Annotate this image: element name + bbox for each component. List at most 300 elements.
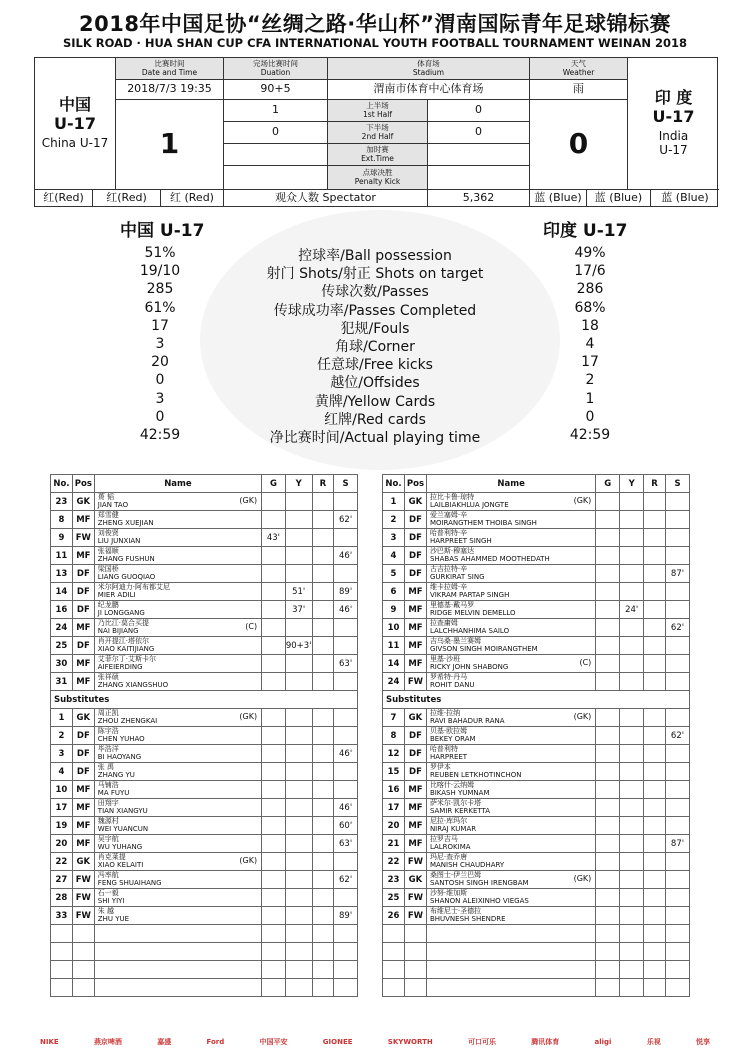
sub-minute <box>334 529 358 547</box>
player-position: MF <box>404 583 426 601</box>
yellow-minute <box>620 835 644 853</box>
player-name-cn: 罗希特·丹马 <box>429 673 468 682</box>
player-position: FW <box>404 853 426 871</box>
stat-home-value: 19/10 <box>139 263 181 280</box>
goal-minute <box>262 907 286 925</box>
stat-label: 净比赛时间/Actual playing time <box>269 430 481 446</box>
player-name-cn: 魏源村 <box>97 817 119 826</box>
red-minute <box>312 727 334 745</box>
header-s: S <box>334 475 358 493</box>
player-name <box>426 709 595 727</box>
player-name <box>426 889 595 907</box>
yellow-minute <box>620 727 644 745</box>
player-name-cn: 尼拉·库玛尔 <box>429 817 468 826</box>
empty-cell <box>312 961 334 979</box>
stat-row <box>0 318 750 336</box>
match-date: 2018/7/3 19:35 <box>116 80 224 100</box>
player-name <box>426 763 595 781</box>
empty-cell <box>666 979 690 997</box>
player-position: DF <box>404 727 426 745</box>
player-name <box>94 727 261 745</box>
player-row <box>51 655 358 673</box>
empty-cell <box>334 979 358 997</box>
sub-minute <box>666 637 690 655</box>
empty-cell <box>666 961 690 979</box>
player-row <box>383 835 690 853</box>
empty-cell <box>383 943 405 961</box>
player-name-en: TIAN XIANGYU <box>97 806 148 815</box>
stat-away-value: 49% <box>574 245 606 261</box>
empty-cell <box>596 925 620 943</box>
player-name-en: BIKASH YUMNAM <box>429 788 490 797</box>
player-name <box>94 817 261 835</box>
stat-away-value: 4 <box>585 336 595 352</box>
player-name <box>94 529 261 547</box>
player-number: 9 <box>383 601 405 619</box>
player-position: GK <box>72 493 94 511</box>
player-row <box>383 907 690 925</box>
sub-minute <box>666 763 690 781</box>
sub-minute <box>666 853 690 871</box>
player-position: DF <box>72 565 94 583</box>
first-half-label: 上半场 1st Half <box>328 100 428 122</box>
player-name-en: AIFEIERDING <box>97 662 143 671</box>
player-name <box>426 817 595 835</box>
player-name-cn: 哈普利特·辛 <box>429 529 468 538</box>
player-name-cn: 里基·沙班 <box>429 655 461 664</box>
player-name-en: JI LONGGANG <box>97 608 145 617</box>
player-name <box>426 907 595 925</box>
player-row <box>51 709 358 727</box>
empty-row <box>383 979 690 997</box>
player-row <box>383 565 690 583</box>
player-number: 19 <box>51 817 73 835</box>
player-name <box>94 565 261 583</box>
player-row <box>51 889 358 907</box>
empty-cell <box>72 925 94 943</box>
stat-row <box>0 336 750 354</box>
player-name-en: BEKEY ORAM <box>429 734 476 743</box>
player-row <box>383 817 690 835</box>
goal-minute <box>596 619 620 637</box>
player-row <box>51 763 358 781</box>
player-row <box>383 529 690 547</box>
player-name-cn: 冯率航 <box>97 871 119 880</box>
player-number: 23 <box>383 871 405 889</box>
stat-home-value: 17 <box>151 317 169 334</box>
player-name-cn: 周正凯 <box>97 709 119 718</box>
player-row <box>51 547 358 565</box>
empty-cell <box>644 925 666 943</box>
player-row <box>383 583 690 601</box>
yellow-minute <box>620 619 644 637</box>
red-minute <box>644 493 666 511</box>
empty-cell <box>426 979 595 997</box>
player-number: 4 <box>51 763 73 781</box>
player-number: 6 <box>383 583 405 601</box>
player-role-tag: (GK) <box>239 496 258 505</box>
goal-minute <box>596 547 620 565</box>
sub-minute <box>666 529 690 547</box>
player-number: 13 <box>51 565 73 583</box>
substitutes-header <box>51 691 358 709</box>
empty-cell <box>262 943 286 961</box>
stat-away-value: 2 <box>585 372 595 389</box>
stat-row <box>0 281 750 299</box>
player-name <box>94 889 261 907</box>
goal-minute <box>596 781 620 799</box>
goal-minute <box>596 529 620 547</box>
away-team-cell <box>628 58 719 190</box>
player-row <box>51 835 358 853</box>
yellow-minute <box>285 781 312 799</box>
red-minute <box>644 889 666 907</box>
red-minute <box>644 781 666 799</box>
player-name <box>426 529 595 547</box>
goal-minute <box>596 871 620 889</box>
player-row <box>51 565 358 583</box>
red-minute <box>312 781 334 799</box>
sub-minute <box>666 583 690 601</box>
player-number: 22 <box>383 853 405 871</box>
empty-cell <box>51 979 73 997</box>
player-name-cn: 拉查庸姆 <box>429 619 458 628</box>
player-name-en: SHABAS AHAMMED MOOTHEDATH <box>429 554 550 563</box>
sponsor-logo: 燕京啤酒 <box>93 1038 122 1046</box>
goal-minute <box>262 745 286 763</box>
red-minute <box>644 871 666 889</box>
player-number: 8 <box>51 511 73 529</box>
empty-cell <box>285 925 312 943</box>
empty-cell <box>404 925 426 943</box>
player-name <box>426 547 595 565</box>
sub-minute <box>334 889 358 907</box>
red-minute <box>312 889 334 907</box>
player-name-en: ZHANG XIANGSHUO <box>97 680 169 689</box>
player-name-cn: 梁国桥 <box>97 565 119 574</box>
player-number: 11 <box>383 637 405 655</box>
sub-minute: 63' <box>334 835 358 853</box>
player-number: 25 <box>383 889 405 907</box>
player-role-tag: (GK) <box>573 496 592 505</box>
player-name <box>426 781 595 799</box>
header-r: R <box>644 475 666 493</box>
yellow-minute <box>285 835 312 853</box>
red-minute <box>312 709 334 727</box>
duration-label: 完场比赛时间 Duation <box>224 58 328 80</box>
sub-minute <box>334 565 358 583</box>
stat-row <box>0 263 750 281</box>
player-name <box>426 673 595 691</box>
player-position: MF <box>404 619 426 637</box>
stat-away-value: 286 <box>576 281 604 298</box>
sub-minute <box>666 781 690 799</box>
sub-minute <box>666 889 690 907</box>
goal-minute <box>596 709 620 727</box>
player-role-tag: (C) <box>579 658 592 667</box>
empty-cell <box>596 979 620 997</box>
player-row <box>383 727 690 745</box>
empty-cell <box>94 961 261 979</box>
red-minute <box>644 835 666 853</box>
red-minute <box>312 529 334 547</box>
empty-cell <box>312 979 334 997</box>
empty-cell <box>644 979 666 997</box>
stat-row <box>0 372 750 390</box>
yellow-minute <box>620 673 644 691</box>
player-number: 4 <box>383 547 405 565</box>
sub-minute <box>666 673 690 691</box>
sponsor-logo: Ford <box>206 1038 225 1046</box>
player-name-en: ZHANG YU <box>97 770 135 779</box>
player-number: 24 <box>383 673 405 691</box>
player-row <box>383 871 690 889</box>
player-name-en: NAI BIJIANG <box>97 626 139 635</box>
sub-minute: 87' <box>666 565 690 583</box>
empty-cell <box>72 979 94 997</box>
empty-cell <box>666 925 690 943</box>
empty-cell <box>94 925 261 943</box>
sub-minute <box>666 871 690 889</box>
player-position: FW <box>72 529 94 547</box>
player-row <box>51 799 358 817</box>
goal-minute <box>596 493 620 511</box>
player-name-cn: 肖开提江·塔依尔 <box>97 637 150 646</box>
stat-row <box>0 427 750 445</box>
player-row <box>383 673 690 691</box>
yellow-minute <box>620 889 644 907</box>
red-minute <box>644 853 666 871</box>
red-minute <box>312 655 334 673</box>
player-name-en: HARPREET SINGH <box>429 536 492 545</box>
red-minute <box>644 709 666 727</box>
player-row <box>383 889 690 907</box>
sub-minute <box>334 709 358 727</box>
header-name: Name <box>426 475 595 493</box>
sub-minute <box>334 727 358 745</box>
player-name-en: LALROKIMA <box>429 842 471 851</box>
yellow-minute <box>620 745 644 763</box>
red-minute <box>644 511 666 529</box>
player-position: FW <box>72 871 94 889</box>
player-name-en: ROHIT DANU <box>429 680 475 689</box>
sponsor-logo: 可口可乐 <box>467 1038 496 1046</box>
header-g: G <box>596 475 620 493</box>
player-name-cn: 桑图士·伊兰巴姆 <box>429 871 482 880</box>
player-number: 20 <box>383 817 405 835</box>
player-position: MF <box>72 655 94 673</box>
goal-minute <box>262 835 286 853</box>
yellow-minute <box>285 673 312 691</box>
stat-home-value: 20 <box>151 354 169 371</box>
sub-minute: 89' <box>334 583 358 601</box>
player-number: 3 <box>51 745 73 763</box>
goal-minute <box>262 583 286 601</box>
home-name-en: China U-17 <box>41 135 109 150</box>
empty-cell <box>51 943 73 961</box>
player-row <box>383 601 690 619</box>
yellow-minute <box>285 565 312 583</box>
away-name-en: India <box>658 129 689 144</box>
player-row <box>51 583 358 601</box>
home-kit-3: 红 (Red) <box>161 190 224 207</box>
home-2h-score: 0 <box>224 122 328 144</box>
player-name <box>94 583 261 601</box>
home-stats-title: 中国 U-17 <box>120 221 205 241</box>
stat-label: 越位/Offsides <box>330 375 420 392</box>
player-name <box>94 907 261 925</box>
empty-cell <box>51 925 73 943</box>
player-name-en: REUBEN LETKHOTINCHON <box>429 770 522 779</box>
stat-away-value: 0 <box>585 408 595 425</box>
header-pos: Pos <box>72 475 94 493</box>
red-minute <box>644 745 666 763</box>
header-y: Y <box>620 475 644 493</box>
player-name-cn: 拉维·拉纳 <box>429 709 461 718</box>
player-row <box>383 637 690 655</box>
header-name: Name <box>94 475 261 493</box>
player-position: FW <box>404 889 426 907</box>
player-name <box>94 871 261 889</box>
empty-cell <box>312 943 334 961</box>
yellow-minute <box>285 493 312 511</box>
player-name-en: RIDGE MELVIN DEMELLO <box>429 608 516 617</box>
player-name-cn: 拉罗吉马 <box>429 835 458 844</box>
substitutes-header <box>383 691 690 709</box>
player-number: 10 <box>383 619 405 637</box>
stat-label: 射门 Shots/射正 Shots on target <box>266 266 484 283</box>
player-name-en: MANISH CHAUDHARY <box>429 860 505 869</box>
red-minute <box>312 835 334 853</box>
red-minute <box>312 763 334 781</box>
goal-minute: 43' <box>262 529 286 547</box>
goal-minute <box>262 601 286 619</box>
sub-minute <box>666 511 690 529</box>
stat-row <box>0 391 750 409</box>
player-name-cn: 米尔阿迪力·阿布都艾尼 <box>97 583 171 592</box>
away-1h-score: 0 <box>428 100 530 122</box>
player-number: 16 <box>383 781 405 799</box>
empty-cell <box>383 925 405 943</box>
sub-minute: 46' <box>334 547 358 565</box>
player-name <box>94 601 261 619</box>
player-row <box>51 781 358 799</box>
player-row <box>51 619 358 637</box>
player-row <box>51 511 358 529</box>
player-name-en: CHEN YUHAO <box>97 734 145 743</box>
match-stadium: 渭南市体育中心体育场 <box>328 80 530 100</box>
away-score: 0 <box>530 100 628 190</box>
player-position: MF <box>72 781 94 799</box>
empty-cell <box>620 979 644 997</box>
player-name-cn: 郑雪健 <box>97 511 119 520</box>
yellow-minute <box>285 655 312 673</box>
player-role-tag: (GK) <box>573 712 592 721</box>
player-name-en: MIER ADILI <box>97 590 136 599</box>
player-number: 10 <box>51 781 73 799</box>
player-row <box>51 745 358 763</box>
player-name-cn: 罗伊本 <box>429 763 451 772</box>
player-name-cn: 田翔宇 <box>97 799 119 808</box>
goal-minute <box>262 547 286 565</box>
yellow-minute: 37' <box>285 601 312 619</box>
sub-minute <box>334 781 358 799</box>
stat-label: 红牌/Red cards <box>324 411 426 428</box>
yellow-minute <box>285 871 312 889</box>
player-number: 11 <box>51 547 73 565</box>
player-number: 9 <box>51 529 73 547</box>
player-row <box>51 871 358 889</box>
player-name <box>426 511 595 529</box>
red-minute <box>644 529 666 547</box>
stat-home-value: 42:59 <box>139 427 181 443</box>
red-minute <box>644 601 666 619</box>
player-position: MF <box>404 835 426 853</box>
player-number: 8 <box>383 727 405 745</box>
player-number: 25 <box>51 637 73 655</box>
player-position: DF <box>72 637 94 655</box>
player-number: 17 <box>51 799 73 817</box>
goal-minute <box>262 871 286 889</box>
player-position: DF <box>72 583 94 601</box>
empty-cell <box>312 925 334 943</box>
player-name-en: SANTOSH SINGH IRENGBAM <box>429 878 529 887</box>
red-minute <box>644 637 666 655</box>
sponsor-logo: SKYWORTH <box>387 1038 433 1046</box>
sponsor-bar <box>40 1030 710 1054</box>
player-name <box>426 565 595 583</box>
sub-minute <box>334 637 358 655</box>
red-minute <box>644 817 666 835</box>
player-role-tag: (C) <box>245 622 258 631</box>
home-team-cell <box>35 58 116 190</box>
player-name <box>426 601 595 619</box>
player-name <box>426 727 595 745</box>
player-name-cn: 蒉 韬 <box>97 493 115 502</box>
yellow-minute <box>620 583 644 601</box>
yellow-minute <box>620 637 644 655</box>
empty-cell <box>404 961 426 979</box>
yellow-minute <box>620 655 644 673</box>
player-name-en: VIKRAM PARTAP SINGH <box>429 590 510 599</box>
stat-away-value: 1 <box>585 390 595 407</box>
player-row <box>383 799 690 817</box>
header-pos: Pos <box>404 475 426 493</box>
yellow-minute <box>285 727 312 745</box>
empty-cell <box>596 961 620 979</box>
yellow-minute: 51' <box>285 583 312 601</box>
player-position: MF <box>404 637 426 655</box>
stat-away-value: 42:59 <box>569 427 611 443</box>
player-name <box>94 781 261 799</box>
sub-minute: 60' <box>334 817 358 835</box>
player-name <box>94 637 261 655</box>
stat-home-value: 51% <box>144 245 176 261</box>
player-name-en: WU YUHANG <box>97 842 143 851</box>
player-name-en: JIAN TAO <box>97 500 129 509</box>
empty-row <box>383 961 690 979</box>
player-role-tag: (GK) <box>573 874 592 883</box>
sub-minute <box>334 763 358 781</box>
stat-home-value: 285 <box>146 281 174 298</box>
player-name-en: BHUVNESH SHENDRE <box>429 914 506 923</box>
goal-minute <box>596 727 620 745</box>
substitutes-label: Substitutes <box>383 691 690 709</box>
goal-minute <box>262 853 286 871</box>
player-row <box>383 853 690 871</box>
yellow-minute: 24' <box>620 601 644 619</box>
sub-minute <box>334 493 358 511</box>
